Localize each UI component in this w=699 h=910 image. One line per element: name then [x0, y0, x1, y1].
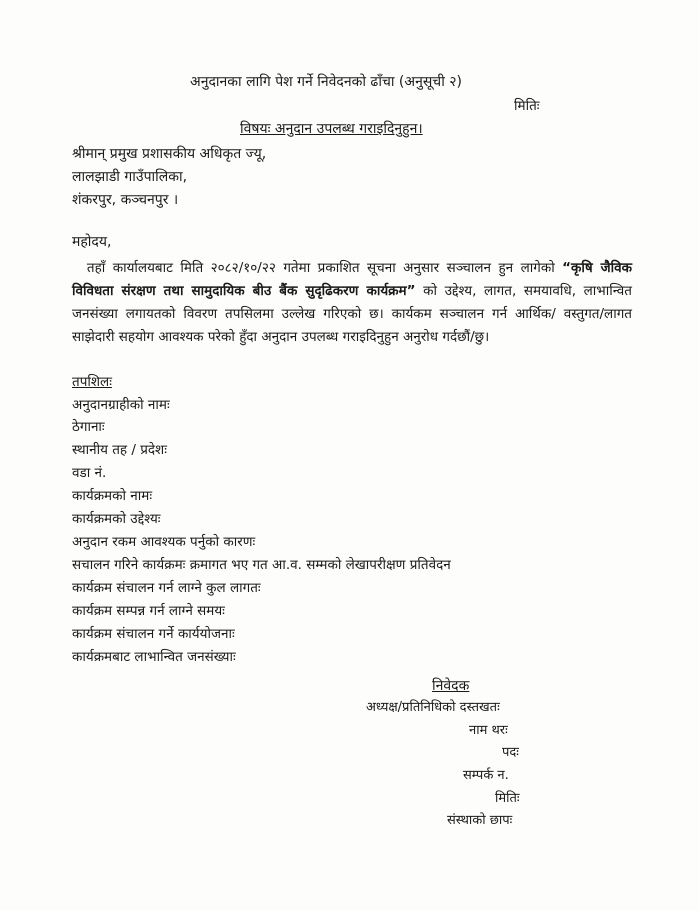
details-heading: तपशिलः	[72, 374, 112, 390]
field-audit-report: सचालन गरिने कार्यक्रमः क्रमागत भए गत आ.व. सम्मको लेखापरीक्षण प्रतिवेदन	[72, 557, 451, 573]
body-part-1: तहाँ कार्यालयबाट मिति २०८२/१०/२२ गतेमा प्रकाशित सूचना अनुसार सञ्चालन हुन लागेको	[86, 260, 555, 276]
field-ward-no: वडा नं.	[72, 465, 107, 481]
field-program-name: कार्यक्रमको नामः	[72, 488, 153, 504]
addressee-line-1: श्रीमान् प्रमुख प्रशासकीय अधिकृत ज्यू,	[72, 146, 267, 162]
subject-line: विषयः अनुदान उपलब्ध गराइदिनुहुन।	[240, 121, 423, 137]
field-beneficiaries: कार्यक्रमबाट लाभान्वित जनसंख्याः	[72, 649, 236, 665]
salutation: महोदय,	[72, 234, 112, 250]
contact-line: सम्पर्क न.	[463, 768, 509, 783]
addressee-line-2: लालझाडी गाउँपालिका,	[72, 169, 188, 185]
stamp-line: संस्थाको छापः	[447, 813, 513, 828]
date-label: मितिः	[514, 98, 540, 114]
field-grant-reason: अनुदान रकम आवश्यक पर्नुको कारणः	[72, 534, 256, 550]
field-action-plan: कार्यक्रम संचालन गर्ने कार्ययोजनाः	[72, 626, 235, 642]
signature-date-line: मितिः	[495, 791, 520, 806]
body-part-2: को उद्देश्य, लागत, समयावधि, लाभान्वित जनसंख्या लगायतको विवरण तपसिलमा उल्लेख गरिएको छ। कार्यकम सञ्चालन गर्न आर्थिक/ वस्तुगत/लागत साझेदारी सहयोग आवश्यक परेको हुँदा अनुदान उपलब्ध गराइदिनुहुन अनुरोध गर्दछौं/छु।	[72, 283, 633, 345]
field-completion-time: कार्यक्रम सम्पन्न गर्न लाग्ने समयः	[72, 603, 225, 619]
body-paragraph	[72, 257, 632, 349]
designation-line: पदः	[502, 745, 519, 760]
field-local-level: स्थानीय तह / प्रदेशः	[72, 442, 167, 458]
field-program-objective: कार्यक्रमको उद्देश्यः	[72, 511, 161, 527]
addressee-line-3: शंकरपुर, कञ्चनपुर ।	[72, 192, 179, 208]
field-address: ठेगानाः	[72, 419, 105, 435]
field-total-cost: कार्यक्रम संचालन गर्न लाग्ने कुल लागतः	[72, 580, 261, 596]
program-name: “कृषि जैविक विविधता संरक्षण तथा सामुदायिक बीउ बैंक सुदृढिकरण कार्यक्रम”	[72, 260, 632, 299]
name-line: नाम थरः	[469, 723, 508, 738]
signature-heading: निवेदक	[432, 678, 470, 694]
document-title: अनुदानका लागि पेश गर्ने निवेदनको ढाँचा (अनुसूची २)	[190, 74, 463, 90]
signature-line: अध्यक्ष/प्रतिनिधिको दस्तखतः	[366, 700, 500, 715]
field-grantee-name: अनुदानग्राहीको नामः	[72, 397, 170, 413]
